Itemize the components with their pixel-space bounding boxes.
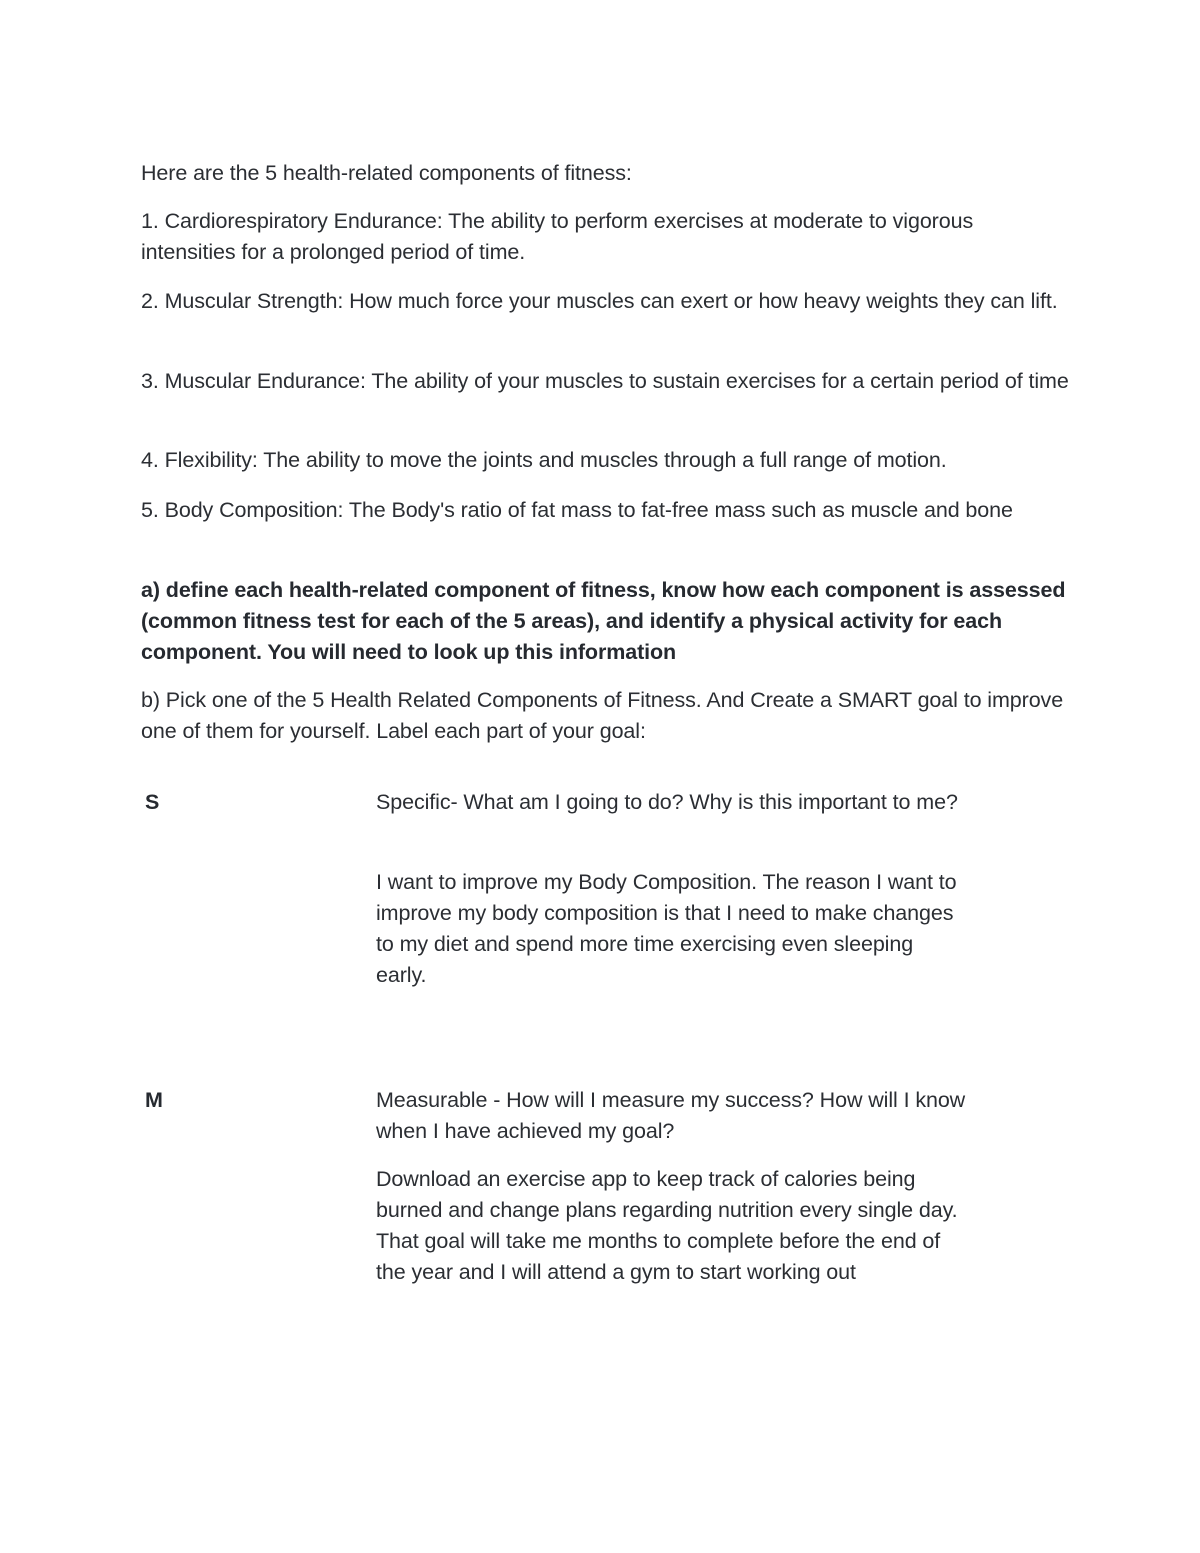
task-b-instructions: b) Pick one of the 5 Health Related Components of Fitness. And Create a SMART goal to improve one of them for yourself. Label each part of your goal:	[141, 688, 1064, 743]
smart-prompt-specific: Specific- What am I going to do? Why is this important to me?	[376, 790, 958, 814]
intro-text: Here are the 5 health-related components of fitness:	[141, 161, 632, 185]
component-1: 1. Cardiorespiratory Endurance: The ability to perform exercises at moderate to vigorous intensities for a prolonged period of time.	[141, 209, 974, 264]
component-2: 2. Muscular Strength: How much force your muscles can exert or how heavy weights they can lift.	[141, 289, 1058, 313]
smart-letter-s: S	[145, 790, 160, 814]
smart-letter-m: M	[145, 1088, 163, 1112]
component-3: 3. Muscular Endurance: The ability of your muscles to sustain exercises for a certain period of time	[141, 369, 1069, 393]
smart-answer-specific: I want to improve my Body Composition. The reason I want to improve my body composition is that I need to make changes to my diet and spend more time exercising even sleeping early.	[376, 870, 957, 987]
task-a-instructions: a) define each health-related component of fitness, know how each component is assessed (common fitness test for each of the 5 areas), and identify a physical activity for each component. You will need to look up this information	[141, 578, 1066, 664]
component-4: 4. Flexibility: The ability to move the joints and muscles through a full range of motion.	[141, 448, 947, 472]
smart-prompt-measurable: Measurable - How will I measure my success? How will I know when I have achieved my goal?	[376, 1088, 966, 1143]
component-5: 5. Body Composition: The Body's ratio of fat mass to fat-free mass such as muscle and bone	[141, 498, 1013, 522]
smart-answer-measurable: Download an exercise app to keep track of calories being burned and change plans regarding nutrition every single day. That goal will take me months to complete before the end of the year and I will attend a gym to start working out	[376, 1167, 958, 1284]
